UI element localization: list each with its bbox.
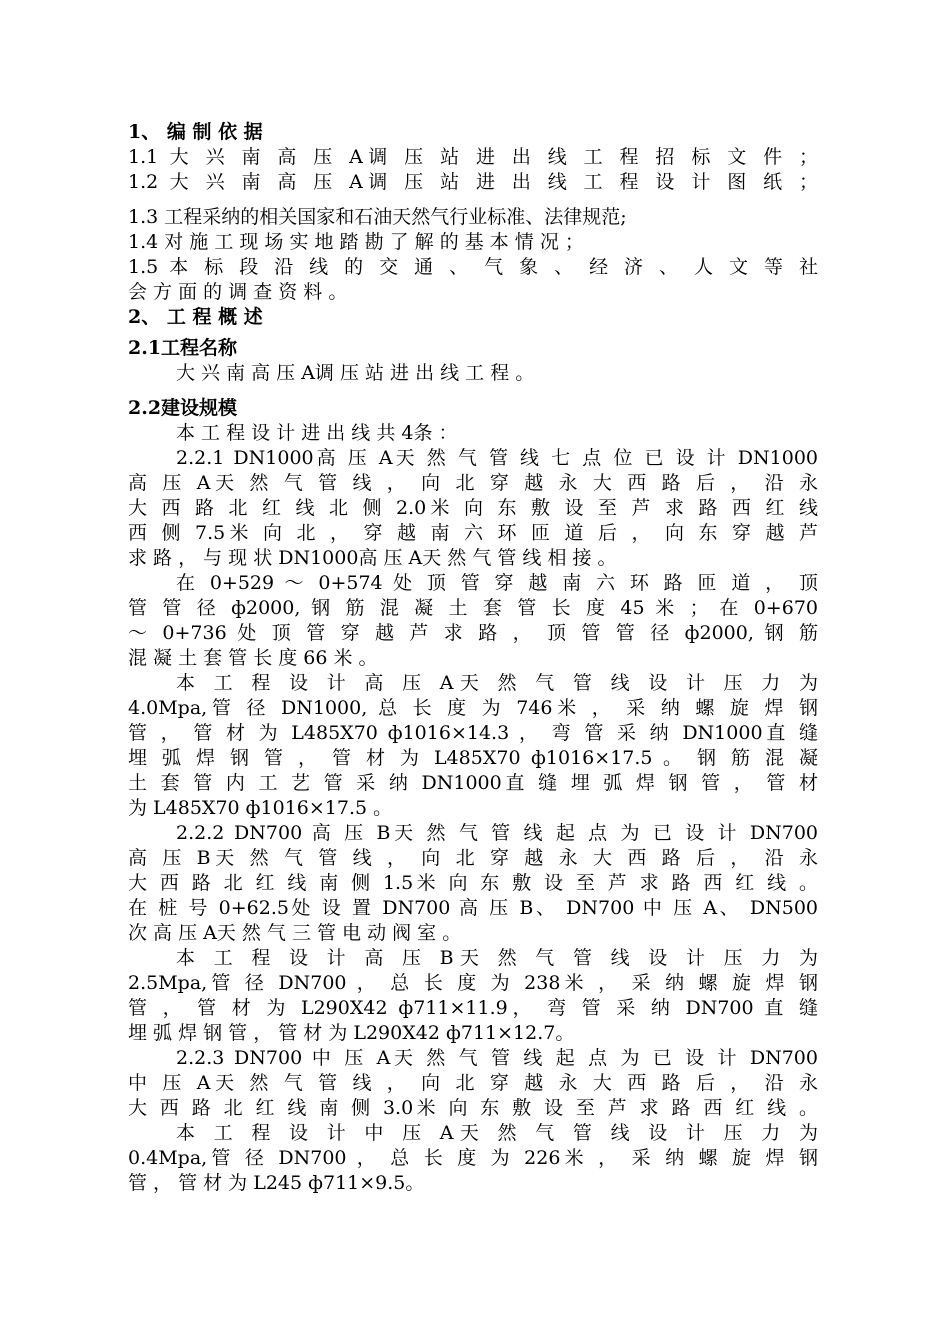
paragraph-line: 在 0+529 ～ 0+574 处 顶 管 穿 越 南 六 环 路 匝 道 ， 顶 <box>176 572 818 594</box>
paragraph-line: 埋 弧 焊 钢 管 ， 管 材 为 L485X70 ф1016×17.5 。 钢 筋 混 凝 <box>128 747 818 769</box>
paragraph-line: 大 西 路 北 红 线 南 侧 3.0米 向 东 敷 设 至 芦 求 路 西 红 线 。 <box>128 1097 818 1119</box>
list-item: 1.1 大 兴 南 高 压 A调 压 站 进 出 线 工 程 招 标 文 件 ； <box>128 146 818 168</box>
paragraph-line: 0.4Mpa,管 径 DN700 ， 总 长 度 为 226米 ， 采 纳 螺 旋 焊 钢 <box>128 1147 818 1169</box>
paragraph-line: 大 西 路 北 红 线 南 侧 1.5米 向 东 敷 设 至 芦 求 路 西 红 线 。 <box>128 872 818 894</box>
list-item: 1.5 本 标 段 沿 线 的 交 通 、 气 象 、 经 济 、 人 文 等 社 <box>128 256 818 278</box>
paragraph-line: 在 桩 号 0+62.5处 设 置 DN700 高 压 B、 DN700 中 压 A、 DN500 <box>128 897 818 919</box>
paragraph-line: 2.5Mpa,管 径 DN700 ， 总 长 度 为 238米 ， 采 纳 螺 旋 焊 钢 <box>128 972 818 994</box>
section-2-heading: 2、 工 程 概 述 <box>128 306 263 328</box>
paragraph-line: 管 管 径 ф2000, 钢 筋 混 凝 土 套 管 长 度 45 米 ； 在 0+670 <box>128 597 818 619</box>
section-2-1-heading: 2.1工程名称 <box>128 337 238 359</box>
paragraph-line: 高 压 A天 然 气 管 线 ， 向 北 穿 越 永 大 西 路 后 ， 沿 永 <box>128 472 818 494</box>
list-item: 会 方 面 的 调 查 资 料 。 <box>128 281 348 303</box>
list-item: 1.4 对 施 工 现 场 实 地 踏 勘 了 解 的 基 本 情 况 ； <box>128 231 584 253</box>
scale-intro-text: 本 工 程 设 计 进 出 线 共 4条 ： <box>176 422 458 444</box>
paragraph-line: 高 压 B天 然 气 管 线 ， 向 北 穿 越 永 大 西 路 后 ， 沿 永 <box>128 847 818 869</box>
paragraph-line: ～ 0+736 处 顶 管 穿 越 芦 求 路 ， 顶 管 管 径 ф2000, 钢 筋 <box>128 622 818 644</box>
paragraph-line: 中 压 A天 然 气 管 线 ， 向 北 穿 越 永 大 西 路 后 ， 沿 永 <box>128 1072 818 1094</box>
paragraph-line: 管 ， 管 材 为 L290X42 ф711×11.9， 弯 管 采 纳 DN700 直 缝 <box>128 997 818 1019</box>
paragraph-line: 埋 弧 焊 钢 管 ， 管 材 为 L290X42 ф711×12.7。 <box>128 1022 575 1044</box>
paragraph-line: 混 凝 土 套 管 长 度 66 米 。 <box>128 647 378 669</box>
paragraph-line: 求 路 ， 与 现 状 DN1000高 压 A天 然 气 管 线 相 接 。 <box>128 547 617 569</box>
paragraph-line: 管 ， 管 材 为 L245 ф711×9.5。 <box>128 1172 425 1194</box>
list-item: 1.3 工程采纳的相关国家和石油天然气行业标准、法律规范; <box>128 206 627 228</box>
paragraph-line: 土 套 管 内 工 艺 管 采 纳 DN1000直 缝 埋 弧 焊 钢 管 ， 管 材 <box>128 772 818 794</box>
project-name-text: 大 兴 南 高 压 A调 压 站 进 出 线 工 程 。 <box>176 362 535 384</box>
paragraph-line: 管 ， 管 材 为 L485X70 ф1016×14.3 ， 弯 管 采 纳 DN1000直 缝 <box>128 722 818 744</box>
paragraph-line: 2.2.2 DN700 高 压 B天 然 气 管 线 起 点 为 已 设 计 DN700 <box>176 822 818 844</box>
section-1-heading: 1、 编 制 依 据 <box>128 121 263 143</box>
document-page <box>128 120 828 1196</box>
paragraph-line: 2.2.1 DN1000高 压 A天 然 气 管 线 七 点 位 已 设 计 DN1000 <box>176 447 818 469</box>
paragraph-line: 本 工 程 设 计 中 压 A天 然 气 管 线 设 计 压 力 为 <box>176 1122 818 1144</box>
paragraph-line: 本 工 程 设 计 高 压 B天 然 气 管 线 设 计 压 力 为 <box>176 947 818 969</box>
paragraph-line: 大 西 路 北 红 线 北 侧 2.0米 向 东 敷 设 至 芦 求 路 西 红 线 <box>128 497 818 519</box>
paragraph-line: 4.0Mpa,管 径 DN1000, 总 长 度 为 746米 ， 采 纳 螺 旋 焊 钢 <box>128 697 818 719</box>
section-2-2-heading: 2.2建设规模 <box>128 397 238 419</box>
paragraph-line: 次 高 压 A天 然 气 三 管 电 动 阀 室 。 <box>128 922 462 944</box>
list-item: 1.2 大 兴 南 高 压 A调 压 站 进 出 线 工 程 设 计 图 纸 ； <box>128 171 818 193</box>
paragraph-line: 西 侧 7.5米 向 北 ， 穿 越 南 六 环 匝 道 后 ， 向 东 穿 越 芦 <box>128 522 818 544</box>
paragraph-line: 2.2.3 DN700 中 压 A天 然 气 管 线 起 点 为 已 设 计 DN700 <box>176 1047 818 1069</box>
paragraph-line: 为 L485X70 ф1016×17.5 。 <box>128 797 393 819</box>
paragraph-line: 本 工 程 设 计 高 压 A天 然 气 管 线 设 计 压 力 为 <box>176 672 818 694</box>
